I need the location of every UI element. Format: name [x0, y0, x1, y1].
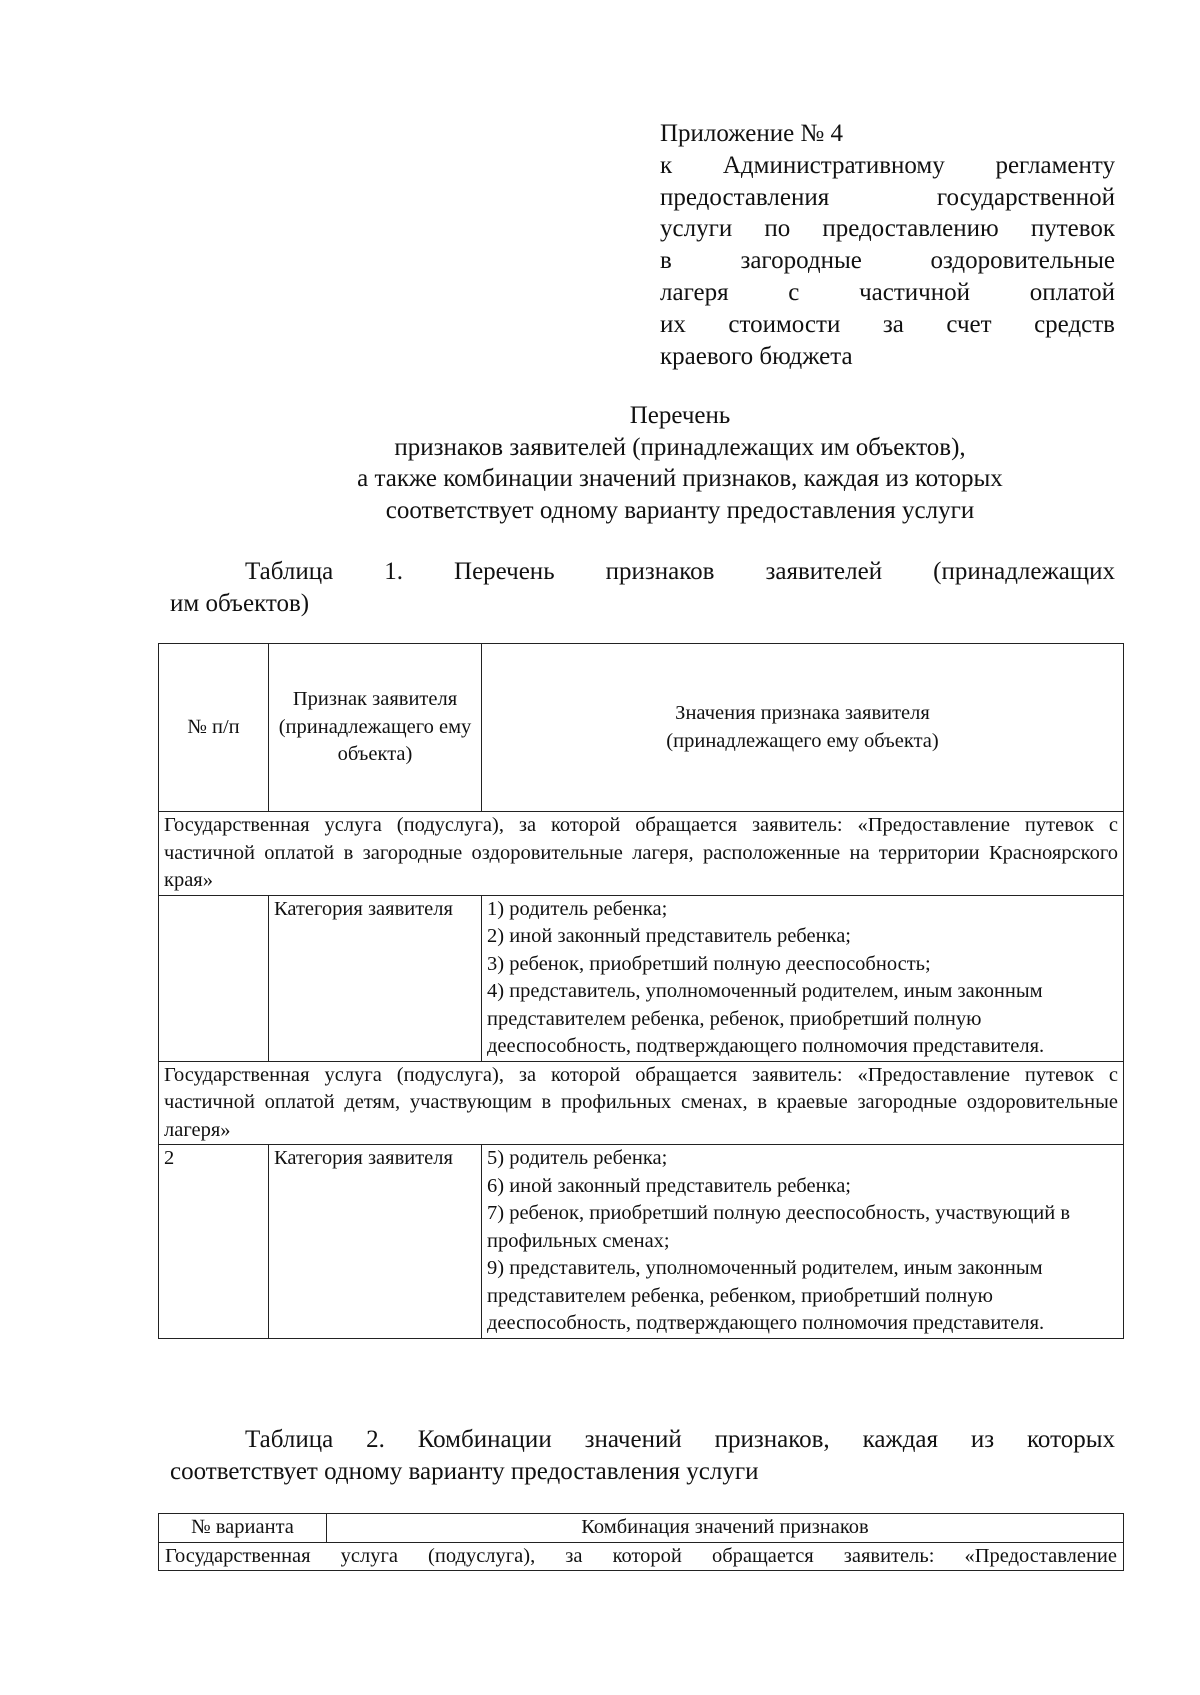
appendix-line: в загородные оздоровительные	[660, 247, 1115, 275]
row2-num: 2	[159, 1145, 269, 1339]
table1	[158, 643, 1124, 1339]
list-item: 5) родитель ребенка;	[487, 1147, 668, 1169]
row1-num	[159, 895, 269, 1061]
table1-section-row	[159, 812, 1124, 896]
header-sign: Признак заявителя (принадлежащего ему объекта)	[269, 644, 482, 812]
list-item: 2) иной законный представитель ребенка;	[487, 925, 851, 947]
appendix-line: услуги по предоставлению путевок	[660, 215, 1115, 243]
table2	[158, 1513, 1124, 1571]
title-line: соответствует одному варианту предоставления услуги	[385, 496, 975, 524]
appendix-line: к Административному регламенту	[660, 151, 1115, 179]
list-item: 4) представитель, уполномоченный родителем, иным законным представителем ребенка, ребенок, приобретший полную дееспособность, подтверждающего полномочия представителя.	[487, 980, 1045, 1057]
table-row	[159, 895, 1124, 1061]
title-line: Перечень	[629, 402, 731, 429]
table2-caption-line1: Таблица 2. Комбинации значений признаков, каждая из которых	[245, 1426, 1115, 1453]
table2-caption-line2: соответствует одному варианту предоставления услуги	[170, 1457, 759, 1485]
appendix-header	[660, 118, 1115, 372]
table1-header-row	[159, 644, 1124, 812]
table2-header-row	[159, 1514, 1124, 1543]
header-variant-num: № варианта	[159, 1514, 327, 1543]
row1-values	[482, 895, 1124, 1061]
header-values: Значения признака заявителя (принадлежащего ему объекта)	[482, 644, 1124, 812]
table1-caption-line2: им объектов)	[170, 589, 310, 617]
list-item: 1) родитель ребенка;	[487, 897, 668, 920]
table1-section-row	[159, 1061, 1124, 1145]
table2-caption	[170, 1424, 1115, 1487]
list-item: 6) иной законный представитель ребенка;	[487, 1174, 851, 1197]
row1-sign: Категория заявителя	[269, 895, 482, 1061]
row2-values	[482, 1145, 1124, 1339]
section-2-text: Государственная услуга (подуслуга), за которой обращается заявитель: «Предоставление путевок с частичной оплатой детям, участвующим в профильных сменах, в краевые загородные оздоровительные лагеря»	[159, 1061, 1124, 1145]
appendix-line: лагеря с частичной оплатой	[660, 278, 1115, 306]
header-combination: Комбинация значений признаков	[327, 1514, 1124, 1543]
row2-sign: Категория заявителя	[269, 1145, 482, 1339]
document-title	[150, 400, 1200, 526]
list-item: 9) представитель, уполномоченный родителем, иным законным представителем ребенка, ребенком, приобретший полную дееспособность, подтверждающего полномочия представителя.	[487, 1257, 1045, 1334]
appendix-line: краевого бюджета	[660, 342, 853, 370]
table1-caption-line1: Таблица 1. Перечень признаков заявителей (принадлежащих	[245, 558, 1115, 585]
table1-caption	[170, 556, 1115, 619]
title-line: признаков заявителей (принадлежащих им объектов),	[394, 433, 966, 461]
section-1-text: Государственная услуга (подуслуга), за которой обращается заявитель: «Предоставление путевок с частичной оплатой в загородные оздоровительные лагеря, расположенные на территории Красноярского края»	[159, 812, 1124, 896]
list-item: 7) ребенок, приобретший полную дееспособность, участвующий в профильных сменах;	[487, 1202, 1071, 1252]
list-item: 3) ребенок, приобретший полную дееспособность;	[487, 952, 931, 975]
title-line: а также комбинации значений признаков, каждая из которых	[357, 465, 1003, 492]
table2-section-1-text: Государственная услуга (подуслуга), за которой обращается заявитель: «Предоставление	[159, 1542, 1124, 1571]
appendix-line: Приложение № 4	[660, 120, 844, 147]
table-row	[159, 1145, 1124, 1339]
appendix-line: их стоимости за счет средств	[660, 310, 1115, 338]
header-num: № п/п	[159, 644, 269, 812]
appendix-line: предоставления государственной	[660, 183, 1115, 211]
table2-section-row	[159, 1542, 1124, 1571]
